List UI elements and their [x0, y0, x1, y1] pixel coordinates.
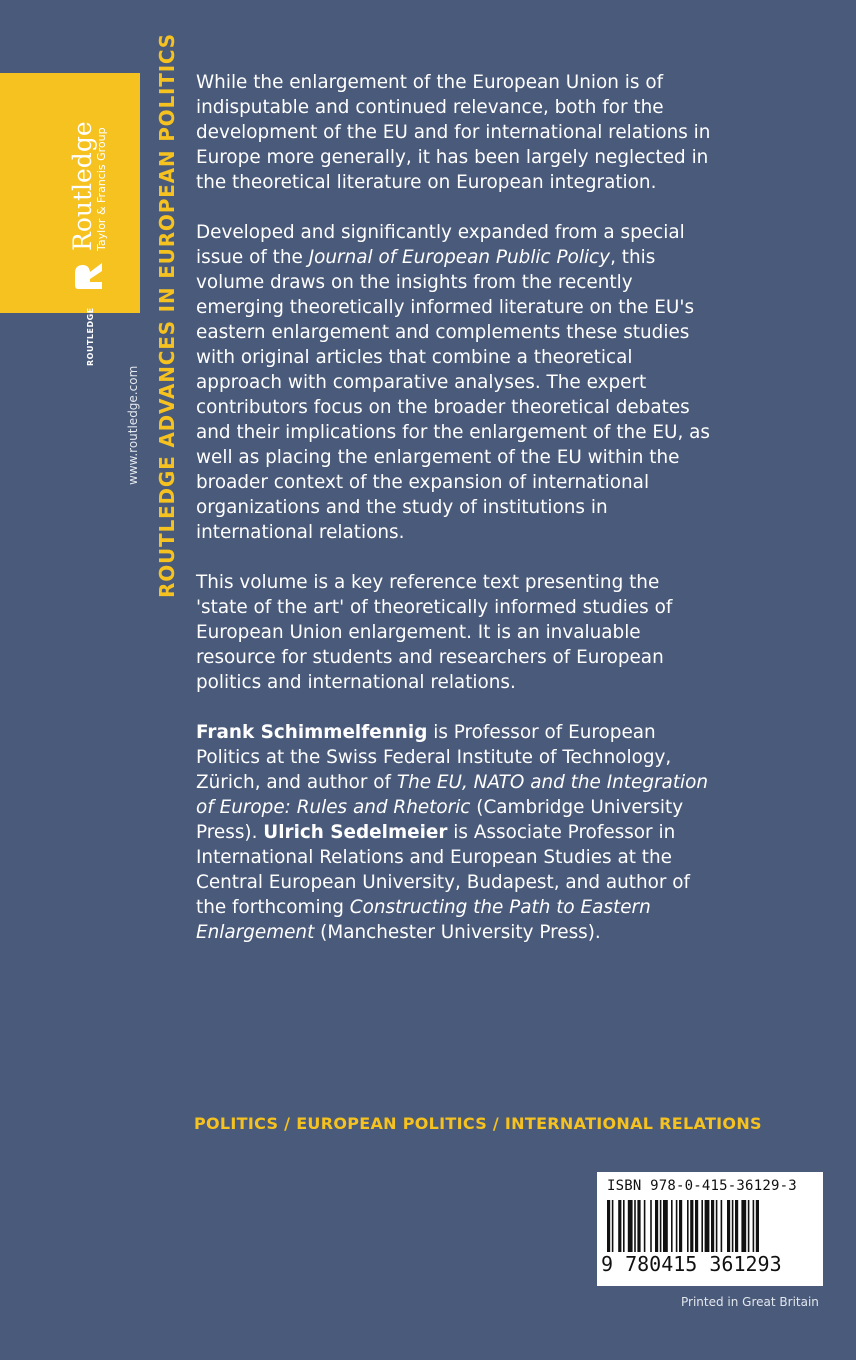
barcode-bar — [687, 1200, 689, 1252]
subject-categories: POLITICS / EUROPEAN POLITICS / INTERNATIONAL RELATIONS — [194, 1114, 762, 1133]
barcode-bar — [655, 1200, 658, 1252]
barcode-bar — [623, 1200, 625, 1252]
barcode-bar — [705, 1200, 710, 1252]
author-bios: Frank Schimmelfennig is Professor of European Politics at the Swiss Federal Institute of Technology, Zürich, and author of The EU, NATO and the Integration of Europe: Rules and Rhetoric (Cambridge University Press). Ulrich Sedelmeier is Associate Professor in International Relations and European Studies at the Central European University, Budapest, and author of the forthcoming Constructing the Path to Eastern Enlargement (Manchester University Press). — [196, 722, 709, 943]
journal-title: Journal of European Public Policy — [308, 247, 611, 268]
blurb — [196, 70, 716, 970]
barcode-bar — [618, 1200, 621, 1252]
barcode-bar — [676, 1200, 678, 1252]
blurb-paragraph-3: This volume is a key reference text presenting the 'state of the art' of theoretically informed studies of European Union enlargement. It is an invaluable resource for students and researchers of European politics and international relations. — [196, 572, 673, 693]
barcode-bar — [701, 1200, 703, 1252]
series-title: ROUTLEDGE ADVANCES IN EUROPEAN POLITICS — [155, 33, 179, 598]
printed-in: Printed in Great Britain — [681, 1295, 819, 1309]
barcode-bar — [753, 1200, 755, 1252]
barcode-bar — [679, 1200, 682, 1252]
author-1-name: Frank Schimmelfennig — [196, 722, 428, 743]
barcode-bar — [671, 1200, 673, 1252]
barcode-bar — [748, 1200, 750, 1252]
publisher-group: Taylor & Francis Group — [95, 127, 108, 251]
barcode-bar — [716, 1200, 718, 1252]
barcode-digits: 9 780415 361293 — [601, 1252, 782, 1276]
publisher-logo-panel — [0, 73, 140, 366]
author-1-book: The EU, NATO and the Integration of Europe: Rules and Rhetoric — [196, 772, 709, 818]
barcode-bar — [690, 1200, 693, 1252]
barcode-bar — [756, 1200, 759, 1252]
publisher-wordmark: ROUTLEDGE — [86, 307, 95, 366]
barcode-bar — [644, 1200, 646, 1252]
barcode-bar — [721, 1200, 723, 1252]
barcode-bar — [741, 1200, 746, 1252]
barcode-bar — [735, 1200, 738, 1252]
barcode-bars — [607, 1200, 813, 1256]
barcode-bar — [660, 1200, 662, 1252]
author-2-name: Ulrich Sedelmeier — [263, 822, 448, 843]
publisher-url: www.routledge.com — [126, 365, 140, 485]
publisher-name: Routledge — [68, 121, 97, 251]
barcode-bar — [711, 1200, 714, 1252]
barcode-bar — [650, 1200, 652, 1252]
barcode-bar — [612, 1200, 614, 1252]
isbn-text: ISBN 978-0-415-36129-3 — [607, 1178, 797, 1194]
barcode-bar — [637, 1200, 640, 1252]
isbn-barcode — [597, 1172, 823, 1286]
barcode-bar — [607, 1200, 610, 1252]
barcode-bar — [634, 1200, 636, 1252]
barcode-bar — [628, 1200, 633, 1252]
routledge-logo-icon — [70, 257, 108, 295]
blurb-paragraph-2: Developed and significantly expanded from a special issue of the Journal of European Public Policy, this volume draws on the insights from the recently emerging theoretically informed literature on the EU's eastern enlargement and complements these studies with original articles that combine a theoretical approach with comparative analyses. The expert contributors focus on the broader theoretical debates and their implications for the enlargement of the EU, as well as placing the enlargement of the EU within the broader context of the expansion of international organizations and the study of institutions in international relations. — [196, 222, 710, 543]
publisher-logo — [70, 65, 108, 295]
barcode-bar — [663, 1200, 668, 1252]
barcode-bar — [727, 1200, 730, 1252]
barcode-bar — [732, 1200, 734, 1252]
blurb-paragraph-1: While the enlargement of the European Union is of indisputable and continued relevance, both for the development of the EU and for international relations in Europe more generally, it has been largely neglected in the theoretical literature on European integration. — [196, 72, 711, 193]
author-2-book: Constructing the Path to Eastern Enlargement — [196, 897, 651, 943]
barcode-bar — [695, 1200, 698, 1252]
